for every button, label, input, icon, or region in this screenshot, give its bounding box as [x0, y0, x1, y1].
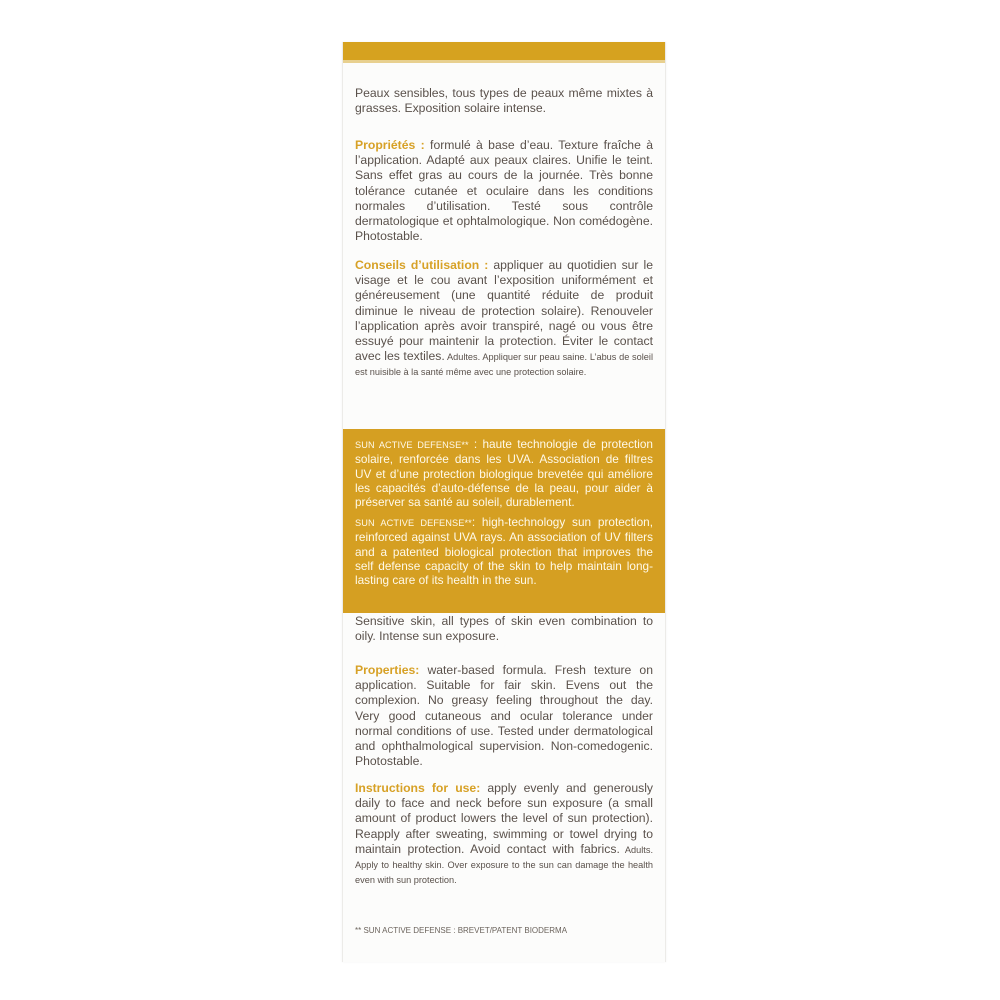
- french-usage: [355, 258, 653, 380]
- patent-footnote-text: ** SUN ACTIVE DEFENSE : BREVET/PATENT BIODERMA: [355, 926, 568, 935]
- french-properties-label: Propriétés :: [355, 138, 425, 152]
- french-properties-text: formulé à base d’eau. Texture fraîche à l’application. Adapté aux peaux claires. Unifie le teint. Sans effet gras au cours de la journée. Très bonne tolérance cutanée et oculaire dans les conditions normales d’utilisation. Testé sous contrôle dermatologique et ophtalmologique. Non comédogène. Photostable.: [355, 138, 653, 244]
- packaging-side-panel: [342, 42, 666, 962]
- patent-footnote: [355, 926, 653, 936]
- gold-top-edge: [343, 42, 665, 60]
- english-properties-text: water-based formula. Fresh texture on application. Suitable for fair skin. Evens out the complexion. No greasy feeling throughout the day. Very good cutaneous and ocular tolerance under normal conditions of use. Tested under dermatological and ophthalmological supervision. Non-comedogenic. Photostable.: [355, 663, 653, 769]
- english-usage-label: Instructions for use:: [355, 781, 481, 795]
- sun-active-defense-band: [343, 429, 665, 613]
- french-usage-label: Conseils d’utilisation :: [355, 258, 489, 272]
- english-intro-text: Sensitive skin, all types of skin even combination to oily. Intense sun exposure.: [355, 614, 653, 644]
- gold-top-highlight: [343, 60, 665, 63]
- sun-active-defense-fr-text: : haute technologie de protection solaire, renforcée dans les UVA. Association de filtres UV et d’une protection biologique brevetée qui améliore les capacités d’auto-défense de la peau, pour aider à préserver sa santé au soleil, durablement.: [355, 437, 653, 510]
- english-usage: [355, 781, 653, 887]
- french-usage-small-text: Adultes. Appliquer sur peau saine. L’abus de soleil est nuisible à la santé même avec une protection solaire.: [355, 352, 653, 378]
- sun-active-defense-fr-caps: SUN ACTIVE DEFENSE**: [355, 440, 469, 450]
- french-usage-text: appliquer au quotidien sur le visage et le cou avant l’exposition uniformément et généreusement (une quantité réduite de produit diminue le niveau de protection solaire). Renouveler l’application après avoir transpiré, nagé ou vous être essuyé pour maintenir la protection. Éviter le contact avec les textiles.: [355, 258, 654, 364]
- english-usage-small-text: Adults. Apply to healthy skin. Over exposure to the sun can damage the health even with sun protection.: [355, 844, 653, 886]
- french-intro-text: Peaux sensibles, tous types de peaux même mixtes à grasses. Exposition solaire intense.: [355, 86, 653, 116]
- english-usage-text: apply evenly and generously daily to face and neck before sun exposure (a small amount of product lowers the level of sun protection). Reapply after sweating, swimming or towel drying to maintain protection. Avoid contact with fabrics.: [355, 781, 653, 856]
- sun-active-defense-fr: [355, 437, 653, 509]
- sun-active-defense-en-text: : high-technology sun protection, reinforced against UVA rays. An association of UV filters and a patented biological protection that improves the self defense capacity of the skin to help maintain long-lasting care of its health in the sun.: [355, 515, 653, 588]
- french-properties: [355, 138, 653, 244]
- english-properties-label: Properties:: [355, 663, 420, 677]
- sun-active-defense-en-caps: SUN ACTIVE DEFENSE**: [355, 518, 472, 528]
- english-properties: [355, 663, 653, 769]
- sun-active-defense-en: [355, 515, 653, 587]
- english-intro: [355, 614, 653, 644]
- french-intro: [355, 86, 653, 116]
